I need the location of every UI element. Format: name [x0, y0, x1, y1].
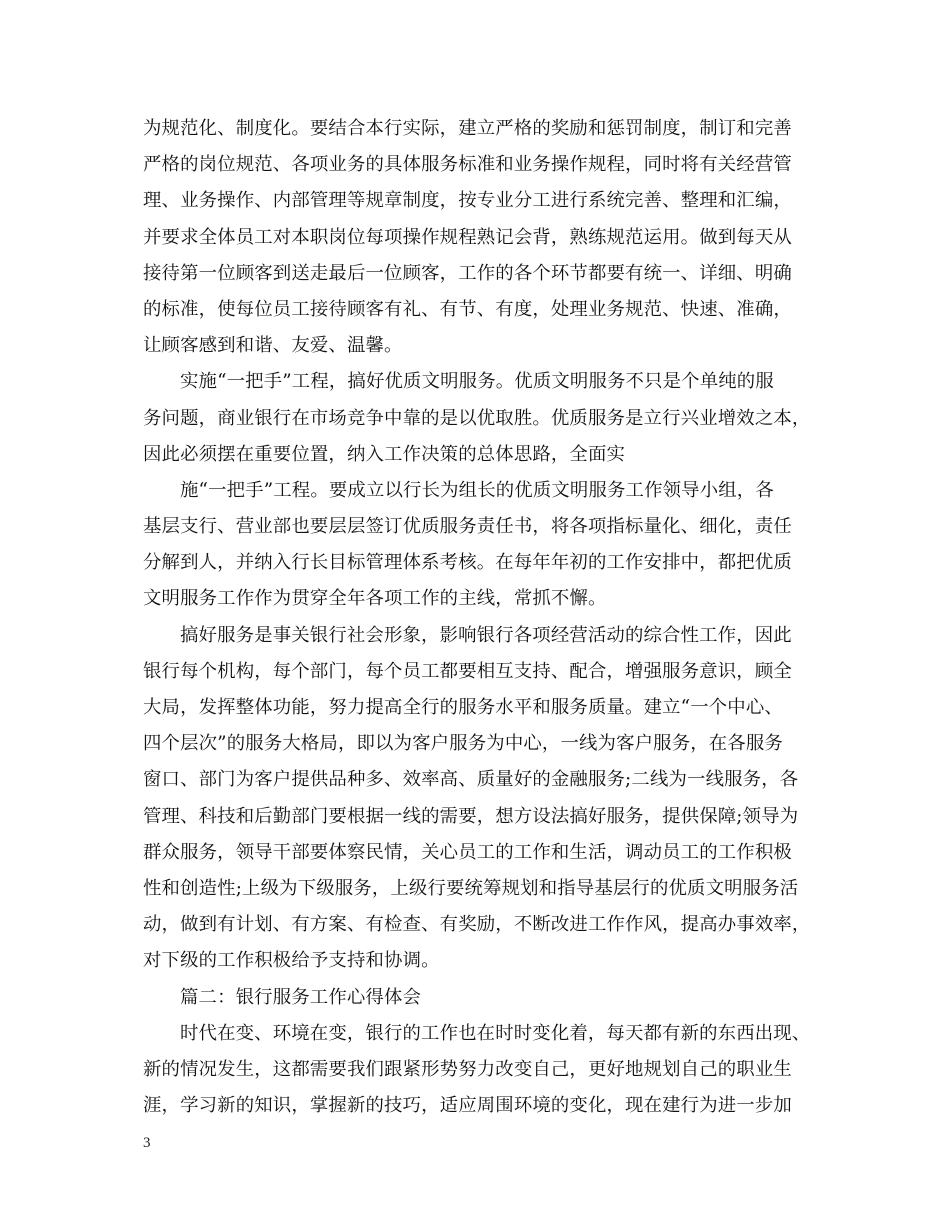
text-line: 实施“一把手”工程，搞好优质文明服务。优质文明服务不只是个单纯的服: [180, 371, 774, 393]
text-line: 篇二：银行服务工作心得体会: [180, 986, 422, 1008]
text-line: 务问题，商业银行在市场竞争中靠的是以优取胜。优质服务是立行兴业增效之本，: [143, 407, 811, 429]
text-line: 新的情况发生，这都需要我们跟紧形势努力改变自己，更好地规划自己的职业生: [143, 1058, 792, 1080]
text-line: 群众服务，领导干部要体察民情，关心员工的工作和生活，调动员工的工作积极: [143, 841, 792, 863]
text-line: 大局，发挥整体功能，努力提高全行的服务水平和服务质量。建立“一个中心、: [143, 697, 783, 718]
text-line: 基层支行、营业部也要层层签订优质服务责任书，将各项指标量化、细化，责任: [143, 516, 792, 538]
text-line: 搞好服务是事关银行社会形象，影响银行各项经营活动的综合性工作，因此: [180, 624, 792, 646]
text-line: 窗口、部门为客户提供品种多、效率高、质量好的金融服务;二线为一线服务，各: [143, 769, 799, 791]
text-line: 银行每个机构，每个部门，每个员工都要相互支持、配合，增强服务意识，顾全: [143, 660, 792, 682]
text-line: 性和创造性;上级为下级服务，上级行要统筹规划和指导基层行的优质文明服务活: [143, 877, 799, 899]
text-line: 为规范化、制度化。要结合本行实际，建立严格的奖励和惩罚制度，制订和完善: [143, 118, 792, 139]
text-line: 四个层次”的服务大格局，即以为客户服务为中心，一线为客户服务，在各服务: [143, 733, 783, 755]
text-line: 对下级的工作积极给予支持和协调。: [143, 950, 440, 972]
text-line: 理、业务操作、内部管理等规章制度，按专业分工进行系统完善、整理和汇编，: [143, 190, 792, 212]
text-line: 施“一把手”工程。要成立以行长为组长的优质文明服务工作领导小组，各: [180, 479, 774, 501]
text-line: 管理、科技和后勤部门要根据一线的需要，想方设法搞好服务，提供保障;领导为: [143, 805, 799, 827]
text-line: 严格的岗位规范、各项业务的具体服务标准和业务操作规程，同时将有关经营管: [143, 154, 792, 176]
text-line: 的标准，使每位员工接待顾客有礼、有节、有度，处理业务规范、快速、准确，: [143, 298, 792, 320]
text-line: 分解到人，并纳入行长目标管理体系考核。在每年年初的工作安排中，都把优质: [143, 552, 792, 574]
text-line: 让顾客感到和谐、友爱、温馨。: [143, 335, 403, 357]
text-line: 并要求全体员工对本职岗位每项操作规程熟记会背，熟练规范运用。做到每天从: [143, 226, 792, 248]
text-line: 接待第一位顾客到送走最后一位顾客，工作的各个环节都要有统一、详细、明确: [143, 262, 792, 284]
text-line: 文明服务工作作为贯穿全年各项工作的主线，常抓不懈。: [143, 588, 607, 610]
text-line: 因此必须摆在重要位置，纳入工作决策的总体思路，全面实: [143, 443, 626, 465]
text-line: 涯，学习新的知识，掌握新的技巧，适应周围环境的变化，现在建行为进一步加: [143, 1095, 792, 1117]
page-number: 3: [143, 1135, 151, 1151]
text-line: 时代在变、环境在变，银行的工作也在时时变化着，每天都有新的东西出现、: [180, 1022, 811, 1044]
document-body: [143, 111, 833, 1124]
text-line: 动，做到有计划、有方案、有检查、有奖励，不断改进工作作风，提高办事效率，: [143, 914, 811, 936]
